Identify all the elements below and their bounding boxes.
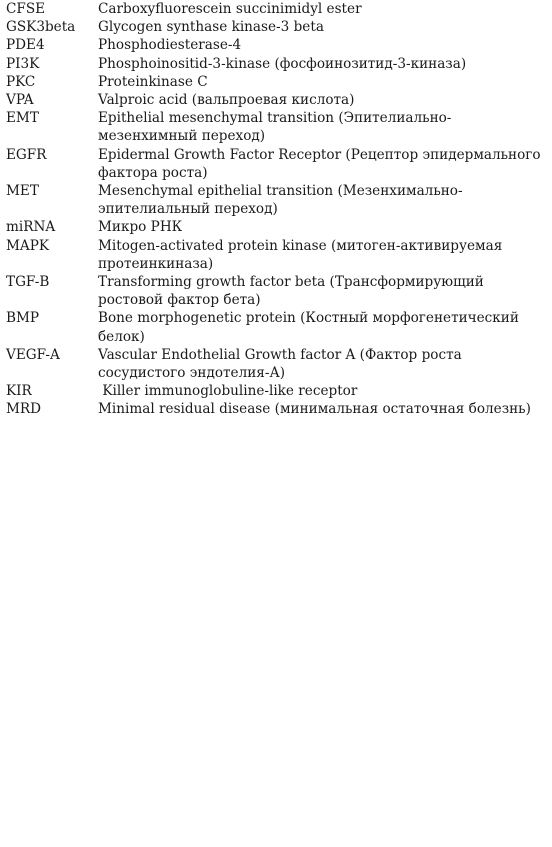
glossary-row-cfse: [6, 0, 546, 18]
definition: Mitogen-activated protein kinase (митоген-активируемая протеинкиназа): [98, 237, 503, 272]
abbreviation: EMT: [6, 110, 39, 127]
glossary-row-kir: [6, 382, 546, 400]
glossary-row-pkc: [6, 73, 546, 91]
glossary-row-met: [6, 182, 546, 218]
abbreviation: PKC: [6, 73, 36, 90]
definition: Minimal residual disease (минимальная остаточная болезнь): [98, 401, 531, 418]
glossary-row-mapk: [6, 237, 546, 273]
glossary-row-vpa: [6, 91, 546, 109]
definition: Mesenchymal epithelial transition (Мезенхимально-эпителиальный переход): [98, 183, 463, 218]
glossary-row-vegf-a: [6, 346, 546, 382]
abbreviation: MRD: [6, 401, 42, 418]
definition: Proteinkinase C: [98, 73, 208, 90]
abbreviation: VEGF-A: [6, 346, 60, 363]
abbreviation: VPA: [6, 92, 34, 109]
definition: Phosphoinositid-3-kinase (фосфоинозитид-3-киназа): [98, 55, 467, 72]
abbreviation: GSK3beta: [6, 19, 76, 36]
glossary-row-tgf-b: [6, 273, 546, 309]
glossary-row-mirna: [6, 218, 546, 236]
glossary-row-pi3k: [6, 55, 546, 73]
abbreviation: MET: [6, 183, 39, 200]
definition: Phosphodiesterase-4: [98, 37, 242, 54]
abbreviation: PDE4: [6, 37, 45, 54]
glossary-row-gsk3beta: [6, 18, 546, 36]
glossary-row-emt: [6, 109, 546, 145]
definition: Glycogen synthase kinase-3 beta: [98, 19, 324, 36]
glossary-row-bmp: [6, 309, 546, 345]
glossary-row-mrd: [6, 400, 546, 418]
definition: Killer immunoglobuline-like receptor: [98, 383, 358, 400]
abbreviation: PI3K: [6, 55, 40, 72]
abbreviation: TGF-B: [6, 274, 50, 291]
abbreviation: CFSE: [6, 1, 46, 17]
abbreviation: KIR: [6, 383, 32, 400]
glossary-row-pde4: [6, 36, 546, 54]
definition: Epidermal Growth Factor Receptor (Рецептор эпидермального фактора роста): [98, 146, 541, 181]
abbreviation: miRNA: [6, 219, 56, 236]
definition: Микро РНК: [98, 219, 183, 236]
abbreviation: BMP: [6, 310, 40, 327]
abbreviation: EGFR: [6, 146, 47, 163]
abbreviation: MAPK: [6, 237, 50, 254]
definition: Vascular Endothelial Growth factor A (Фактор роста сосудистого эндотелия-А): [98, 346, 462, 382]
definition: Epithelial mesenchymal transition (Эпителиально-мезенхимный переход): [98, 110, 452, 145]
abbreviation-list: [6, 0, 546, 419]
glossary-row-egfr: [6, 146, 546, 182]
definition: Valproic acid (вальпроевая кислота): [98, 92, 355, 109]
definition: Bone morphogenetic protein (Костный морфогенетический белок): [98, 310, 519, 345]
definition: Transforming growth factor beta (Трансформирующий ростовой фактор бета): [98, 274, 484, 309]
definition: Carboxyfluorescein succinimidyl ester: [98, 1, 362, 17]
